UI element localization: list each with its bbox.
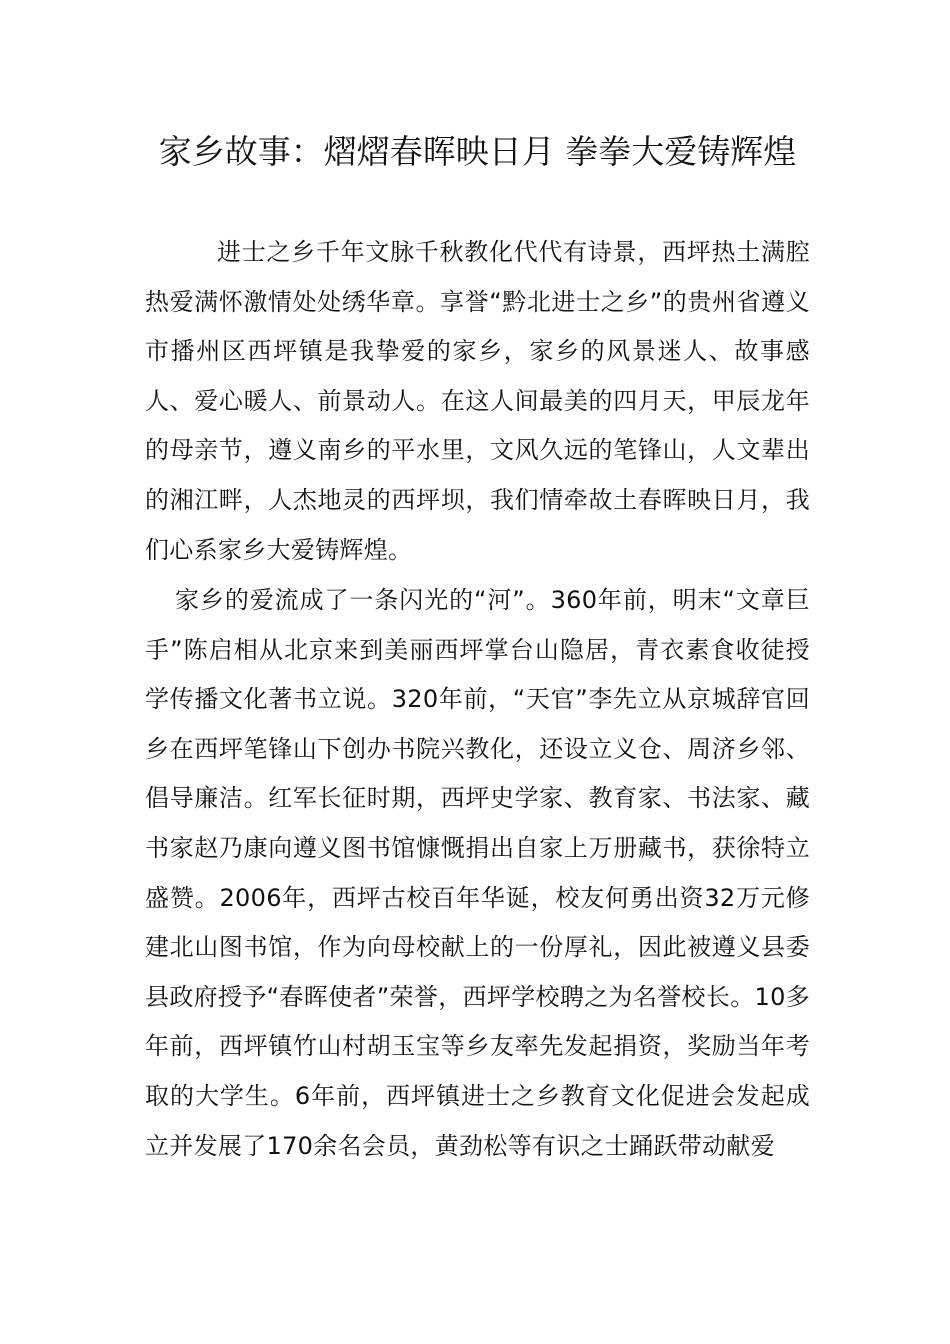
- document-title: 家乡故事：熠熠春晖映日月 拳拳大爱铸辉煌: [158, 132, 797, 171]
- paragraph-1: 进士之乡千年文脉千秋教化代代有诗景，西坪热土满腔热爱满怀激情处处绣华章。享誉“黔北进士之乡”的贵州省遵义市播州区西坪镇是我挚爱的家乡，家乡的风景迷人、故事感人、爱心暖人、前景动人。在这人间最美的四月天，甲辰龙年的母亲节，遵义南乡的平水里，文风久远的笔锋山，人文辈出的湘江畔，人杰地灵的西坪坝，我们情牵故土春晖映日月，我们心系家乡大爱铸辉煌。: [145, 238, 810, 564]
- paragraph-2: 家乡的爱流成了一条闪光的“河”。360年前，明末“文章巨手”陈启相从北京来到美丽西坪掌台山隐居，青衣素食收徒授学传播文化著书立说。320年前，“天官”李先立从京城辞官回乡在西坪笔锋山下创办书院兴教化，还设立义仓、周济乡邻、倡导廉洁。红军长征时期，西坪史学家、教育家、书法家、藏书家赵乃康向遵义图书馆慷慨捐出自家上万册藏书，获徐特立盛赞。2006年，西坪古校百年华诞，校友何勇出资32万元修建北山图书馆，作为向母校献上的一份厚礼，因此被遵义县委县政府授予“春晖使者”荣誉，西坪学校聘之为名誉校长。10多年前，西坪镇竹山村胡玉宝等乡友率先发起捐资，奖励当年考取的大学生。6年前，西坪镇进士之乡教育文化促进会发起成立并发展了170余名会员，黄劲松等有识之士踊跃带动献爱: [145, 586, 810, 1160]
